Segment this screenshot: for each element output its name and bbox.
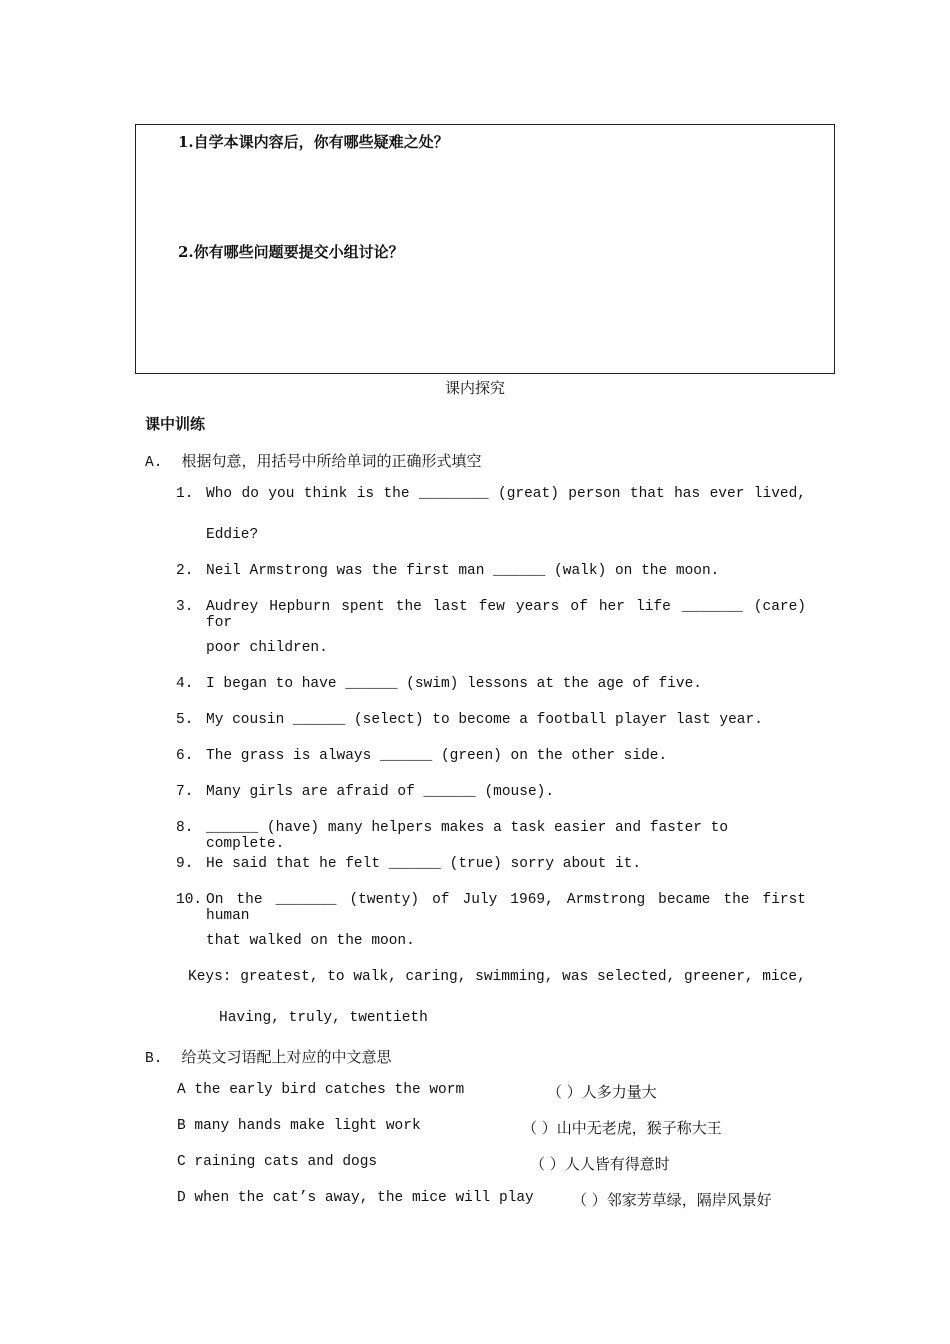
idiom-english: A the early bird catches the worm [177,1082,465,1098]
part-a-instruction: 根据句意，用括号中所给单词的正确形式填空 [181,452,482,470]
item-text-continued: that walked on the moon. [206,933,415,949]
idiom-chinese: 人人皆有得意时 [564,1155,670,1173]
answer-bracket: （ ） [547,1083,582,1101]
item-text: The grass is always ______ (green) on the other side. [206,748,668,764]
idiom-english: D when the cat’s away, the mice will play [177,1190,534,1206]
box-question-2: 2.你有哪些问题要提交小组讨论？ [178,243,404,261]
item-text: Audrey Hepburn spent the last few years of her life _______ (care) for [206,599,806,631]
item-number: 4. [176,676,194,692]
item-text: Many girls are afraid of ______ (mouse). [206,784,555,800]
part-b-instruction: 给英文习语配上对应的中文意思 [181,1048,392,1066]
idiom-answer [547,1081,657,1102]
item-text: He said that he felt ______ (true) sorry about it. [206,856,642,872]
box-question-1: 1.自学本课内容后，你有哪些疑难之处？ [178,133,449,151]
part-b-heading [145,1046,392,1067]
idiom-answer [572,1189,772,1210]
idiom-answer [522,1117,722,1138]
part-a-heading [145,450,482,471]
item-text: I began to have ______ (swim) lessons at the age of five. [206,676,702,692]
item-number: 1. [176,486,194,502]
item-text: On the _______ (twenty) of July 1969, Armstrong became the first human [206,892,806,924]
part-b-label: B. [145,1051,163,1067]
item-text-continued: Eddie? [206,527,259,543]
item-text: ______ (have) many helpers makes a task easier and faster to complete. [206,820,729,852]
part-a-label: A. [145,455,163,471]
item-text: Neil Armstrong was the first man ______ (walk) on the moon. [206,563,720,579]
item-number: 3. [176,599,194,615]
item-number: 8. [176,820,194,836]
item-text: Who do you think is the ________ (great) person that has ever lived, [206,486,806,502]
item-number: 10. [176,892,203,908]
idiom-english: B many hands make light work [177,1118,421,1134]
item-text: My cousin ______ (select) to become a football player last year. [206,712,763,728]
item-number: 5. [176,712,194,728]
section-title: 课内探究 [444,379,505,397]
answer-bracket: （ ） [530,1155,565,1173]
idiom-chinese: 人多力量大 [581,1083,657,1101]
answer-bracket: （ ） [522,1119,557,1137]
practice-title: 课中训练 [145,415,206,433]
item-number: 7. [176,784,194,800]
idiom-chinese: 山中无老虎，猴子称大王 [556,1119,722,1137]
idiom-english: C raining cats and dogs [177,1154,378,1170]
keys-line-continued: Having, truly, twentieth [219,1010,428,1026]
keys-line: Keys: greatest, to walk, caring, swimming, was selected, greener, mice, [188,969,806,985]
item-text-continued: poor children. [206,640,328,656]
answer-bracket: （ ） [572,1191,607,1209]
item-number: 6. [176,748,194,764]
idiom-chinese: 邻家芳草绿，隔岸风景好 [606,1191,772,1209]
idiom-answer [530,1153,670,1174]
item-number: 9. [176,856,194,872]
question-box [135,124,835,374]
item-number: 2. [176,563,194,579]
